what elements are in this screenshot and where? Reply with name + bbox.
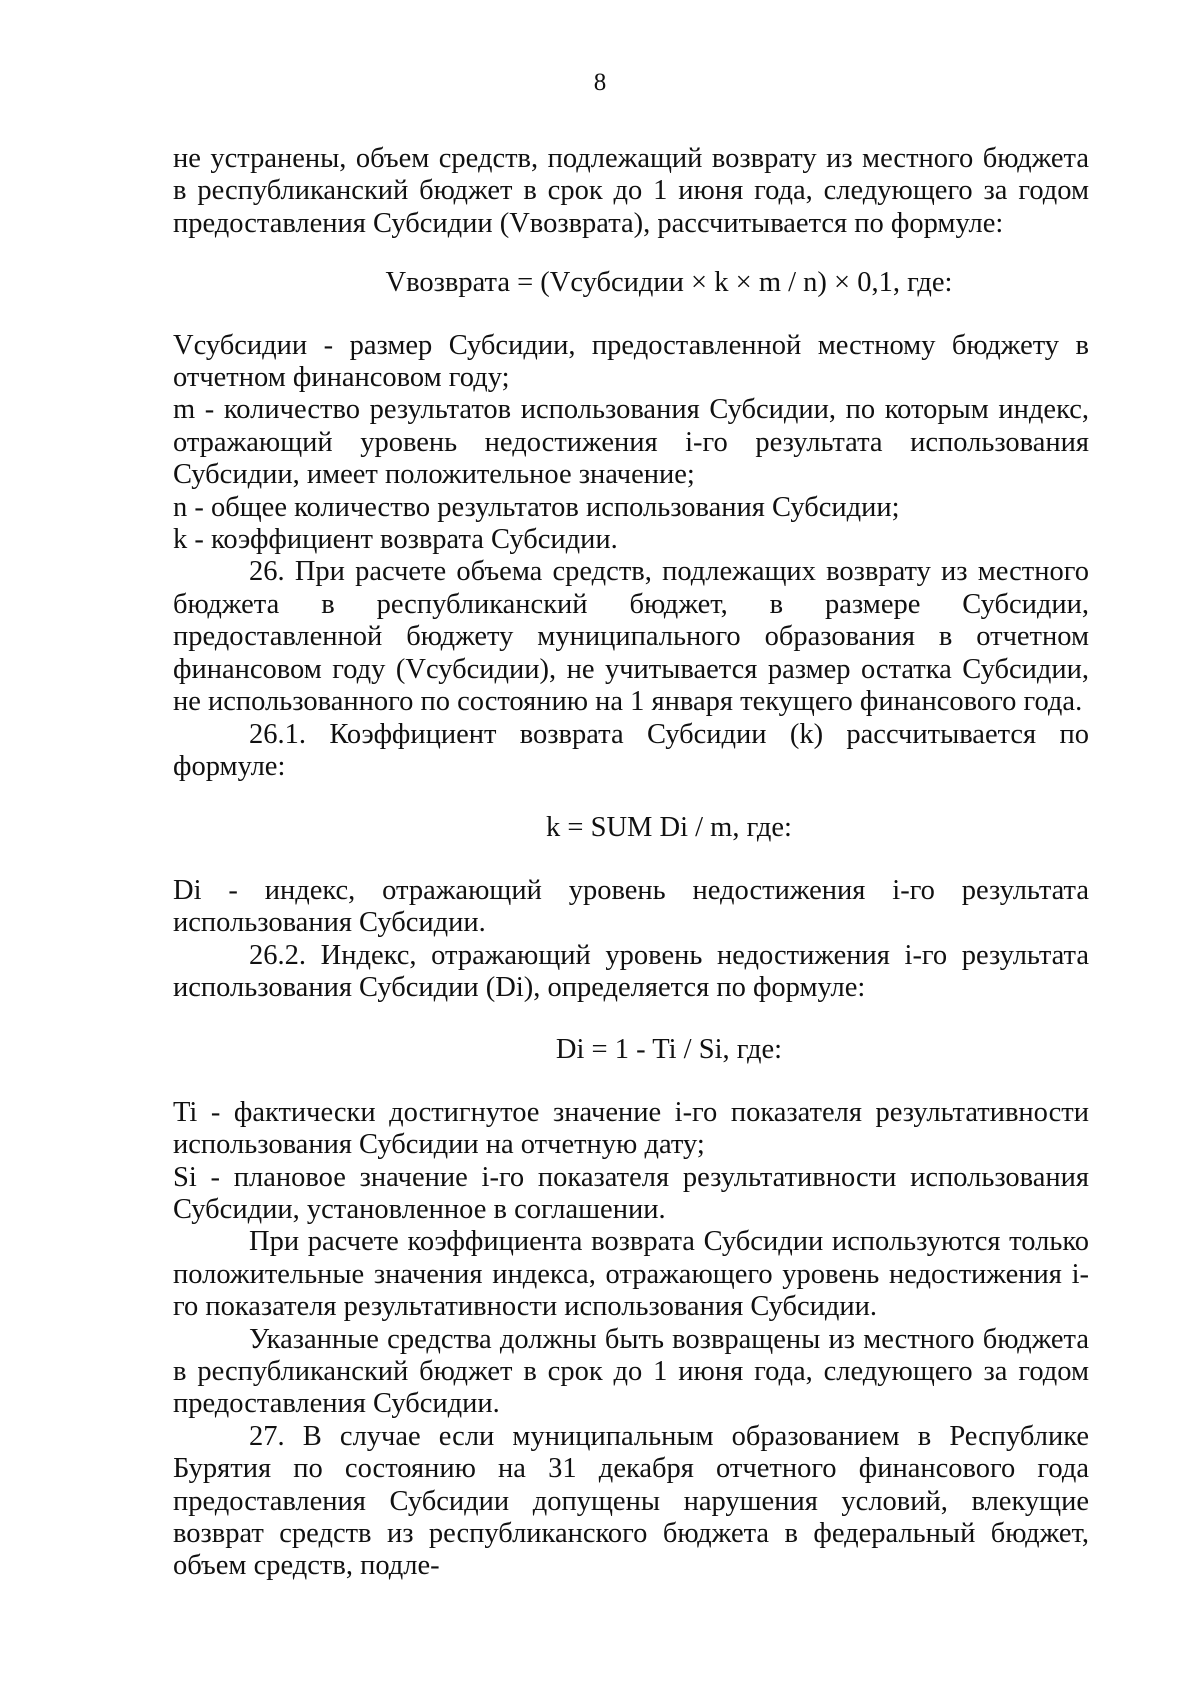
page-number: 8	[593, 69, 607, 96]
definition-n: n - общее количество результатов использования Субсидии;	[173, 491, 900, 523]
definition-k: k - коэффициент возврата Субсидии.	[173, 524, 618, 556]
definition-m: m - количество результатов использования Субсидии, по которым индекс, отражающий уровень недостижения i-го результата использования Субсидии, имеет положительное значение;	[173, 394, 1089, 491]
paragraph-return-deadline: Указанные средства должны быть возвращены из местного бюджета в республиканский бюджет в срок до 1 июня года, следующего за годом предоставления Субсидии.	[173, 1323, 1089, 1420]
paragraph-item-26: 26. При расчете объема средств, подлежащих возврату из местного бюджета в республиканский бюджет, в размере Субсидии, предоставленной бюджету муниципального образования в отчетном финансовом году (Vсубсидии), не учитывается размер остатка Субсидии, не использованного по состоянию на 1 января текущего финансового года.	[173, 556, 1089, 718]
formula-di: Di = 1 - Ti / Si, где:	[555, 1034, 783, 1066]
paragraph-positive-values: При расчете коэффициента возврата Субсидии используются только положительные значения индекса, отражающего уровень недостижения i-го показателя результативности использования Субсидии.	[173, 1226, 1089, 1323]
paragraph-item-26-1: 26.1. Коэффициент возврата Субсидии (k) рассчитывается по формуле:	[173, 718, 1089, 782]
definition-v-subsidy: Vсубсидии - размер Субсидии, предоставленной местному бюджету в отчетном финансовом году;	[173, 329, 1089, 394]
definition-di: Di - индекс, отражающий уровень недостижения i-го результата использования Субсидии.	[173, 874, 1089, 939]
formula-k: k = SUM Di / m, где:	[546, 812, 792, 844]
definition-si: Si - плановое значение i-го показателя результативности использования Субсидии, установленное в соглашении.	[173, 1161, 1089, 1225]
paragraph-intro: не устранены, объем средств, подлежащий возврату из местного бюджета в республиканский бюджет в срок до 1 июня года, следующего за годом предоставления Субсидии (Vвозврата), рассчитывается по формуле:	[173, 143, 1089, 239]
document-body	[173, 143, 1089, 1583]
formula-v-return: Vвозврата = (Vсубсидии × k × m / n) × 0,1, где:	[385, 267, 953, 299]
paragraph-item-27: 27. В случае если муниципальным образованием в Республике Бурятия по состоянию на 31 декабря отчетного финансового года предоставления Субсидии допущены нарушения условий, влекущие возврат средств из республиканского бюджета в федеральный бюджет, объем средств, подле-	[173, 1420, 1089, 1582]
paragraph-item-26-2: 26.2. Индекс, отражающий уровень недостижения i-го результата использования Субсидии (Di), определяется по формуле:	[173, 939, 1089, 1003]
definition-ti: Ti - фактически достигнутое значение i-го показателя результативности использования Субсидии на отчетную дату;	[173, 1096, 1089, 1161]
